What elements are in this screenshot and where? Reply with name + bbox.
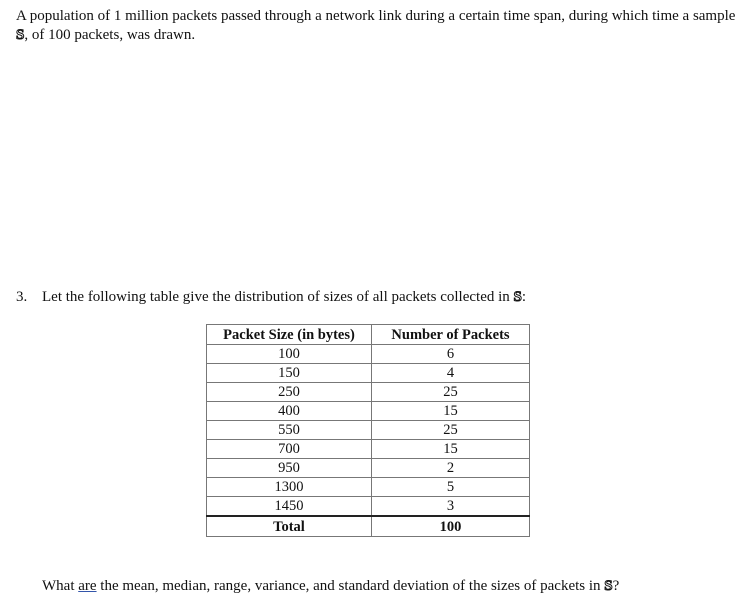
packet-size-cell: 400 xyxy=(207,402,372,421)
table-row xyxy=(207,497,530,517)
table-row xyxy=(207,478,530,497)
packet-count-cell: 4 xyxy=(372,364,530,383)
packet-count-cell: 3 xyxy=(372,497,530,517)
header-number-of-packets: Number of Packets xyxy=(372,325,530,345)
packet-count-cell: 15 xyxy=(372,440,530,459)
intro-text-part2: , of 100 packets, was drawn. xyxy=(24,27,196,43)
total-value: 100 xyxy=(372,516,530,537)
table-row xyxy=(207,364,530,383)
packet-size-cell: 1450 xyxy=(207,497,372,517)
packet-count-cell: 2 xyxy=(372,459,530,478)
underlined-word: are xyxy=(78,578,97,594)
sample-symbol: S xyxy=(513,289,522,305)
header-packet-size: Packet Size (in bytes) xyxy=(207,325,372,345)
question-text-part1: Let the following table give the distribution of sizes of all packets collected in xyxy=(42,289,514,305)
packet-size-cell: 700 xyxy=(207,440,372,459)
packet-size-cell: 250 xyxy=(207,383,372,402)
packet-size-cell: 550 xyxy=(207,421,372,440)
table-row xyxy=(207,440,530,459)
total-label: Total xyxy=(207,516,372,537)
packet-count-cell: 5 xyxy=(372,478,530,497)
table-row xyxy=(207,421,530,440)
table-total-row xyxy=(207,516,530,537)
table-row xyxy=(207,459,530,478)
packet-distribution-table xyxy=(206,324,530,537)
packet-count-cell: 6 xyxy=(372,345,530,364)
table-header-row xyxy=(207,325,530,345)
packet-size-cell: 1300 xyxy=(207,478,372,497)
intro-text-part1: A population of 1 million packets passed through a network link during a certain time span, during which time a sample xyxy=(16,8,736,24)
packet-size-cell: 150 xyxy=(207,364,372,383)
packet-size-cell: 950 xyxy=(207,459,372,478)
final-question xyxy=(42,577,619,596)
table-row xyxy=(207,383,530,402)
packet-size-cell: 100 xyxy=(207,345,372,364)
table-row xyxy=(207,402,530,421)
sample-symbol: S xyxy=(16,27,25,43)
question-3 xyxy=(16,288,526,307)
final-question-part3: ? xyxy=(612,578,620,594)
final-question-part2: the mean, median, range, variance, and standard deviation of the sizes of packets in xyxy=(96,578,605,594)
question-text-part2: : xyxy=(521,289,527,305)
final-question-part1: What xyxy=(42,578,79,594)
intro-paragraph xyxy=(16,7,736,45)
table-row xyxy=(207,345,530,364)
sample-symbol: S xyxy=(604,578,613,594)
question-number: 3. xyxy=(16,289,28,305)
packet-count-cell: 15 xyxy=(372,402,530,421)
packet-count-cell: 25 xyxy=(372,383,530,402)
packet-count-cell: 25 xyxy=(372,421,530,440)
